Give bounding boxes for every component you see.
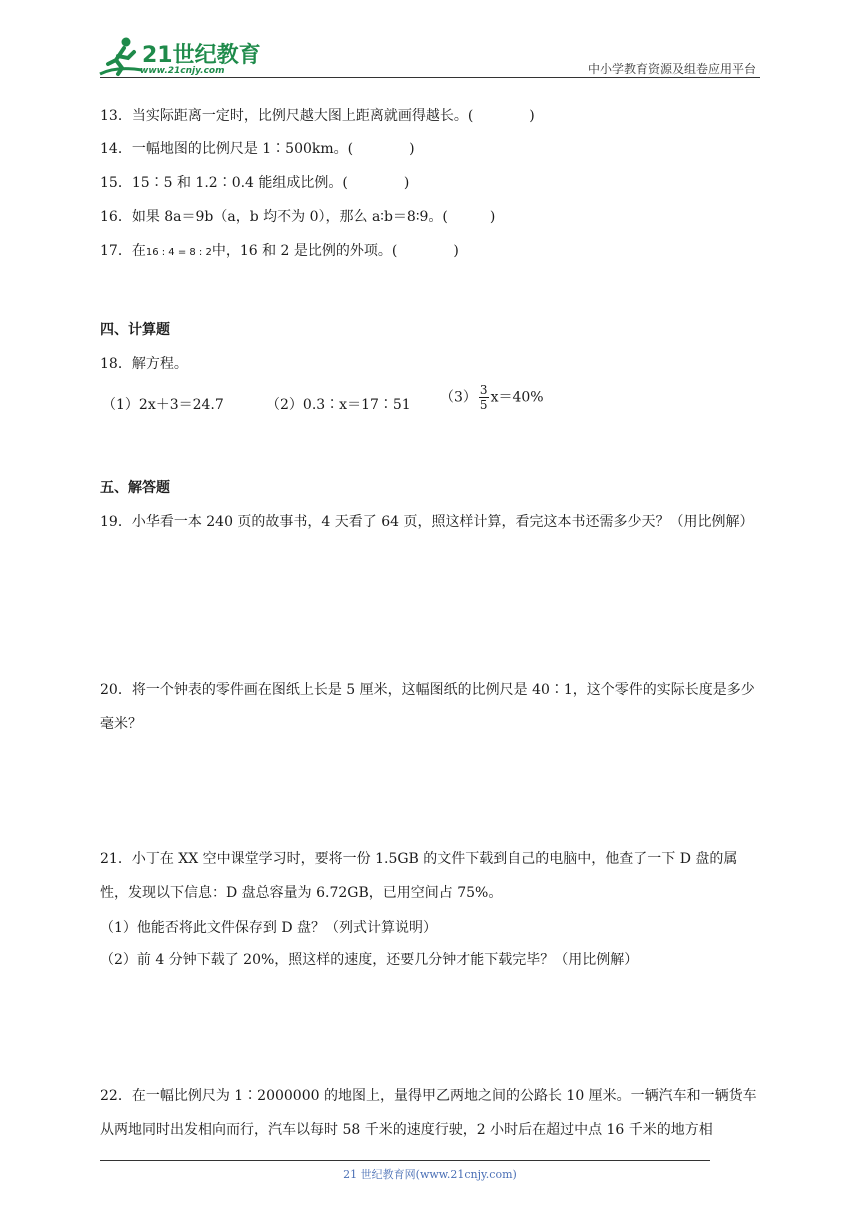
question-21-sub-1: （1）他能否将此文件保存到 D 盘？（列式计算说明） [100,920,438,936]
question-18-part-3-suffix: x＝40% [490,389,544,406]
question-17 [100,241,459,263]
question-18-part-2: （2）0.3∶x＝17∶51 [266,397,411,413]
question-18-part-3-prefix: （3） [440,389,477,406]
logo-url: www.21cnjy.com [140,66,225,76]
question-21: 21．小丁在 XX 空中课堂学习时，要将一份 1.5GB 的文件下载到自己的电脑中，他查了一下 D 盘的属性，发现以下信息：D 盘总容量为 6.72GB，已用空间占 75%。 [100,851,738,901]
section-calculation-title: 四、计算题 [100,322,170,338]
footer-divider [100,1160,710,1161]
fraction-denominator: 5 [479,398,488,412]
question-18-part-1: （1）2x＋3＝24.7 [102,397,224,413]
question-17-prefix: 17．在 [100,243,146,259]
runner-logo-icon [96,36,146,80]
question-17-math: 16 : 4 = 8 : 2 [145,247,212,258]
section-answer-title: 五、解答题 [100,480,170,496]
question-16: 16．如果 8a＝9b（a，b 均不为 0），那么 a∶b＝8∶9。( ) [100,209,496,225]
question-21-sub-2: （2）前 4 分钟下载了 20%，照这样的速度，还要几分钟才能下载完毕？（用比例解） [100,952,639,968]
question-13: 13．当实际距离一定时，比例尺越大图上距离就画得越长。( ) [100,108,535,124]
question-17-suffix: 中，16 和 2 是比例的外项。( ) [211,243,459,259]
footer-text: 21 世纪教育网(www.21cnjy.com) [343,1168,517,1181]
platform-title: 中小学教育资源及组卷应用平台 [587,62,756,76]
question-15: 15．15∶5 和 1.2∶0.4 能组成比例。( ) [100,175,410,191]
question-22: 22．在一幅比例尺为 1∶2000000 的地图上，量得甲乙两地之间的公路长 10 厘米。一辆汽车和一辆货车从两地同时出发相向而行，汽车以每时 58 千米的速度行驶，2 小时后在超过中点 16 千米的地方相 [100,1088,757,1138]
logo-text: 21世纪教育 [142,43,261,68]
header-divider [100,77,760,78]
question-20: 20．将一个钟表的零件画在图纸上长是 5 厘米，这幅图纸的比例尺是 40∶1，这个零件的实际长度是多少毫米？ [100,682,755,732]
question-18-part-3 [440,383,544,412]
question-18-stem: 18．解方程。 [100,356,188,372]
question-19: 19．小华看一本 240 页的故事书，4 天看了 64 页，照这样计算，看完这本书还需多少天？（用比例解） [100,514,754,530]
fraction-numerator: 3 [479,383,488,397]
question-14: 14．一幅地图的比例尺是 1∶500km。( ) [100,141,415,157]
fraction-three-fifths [479,383,489,412]
